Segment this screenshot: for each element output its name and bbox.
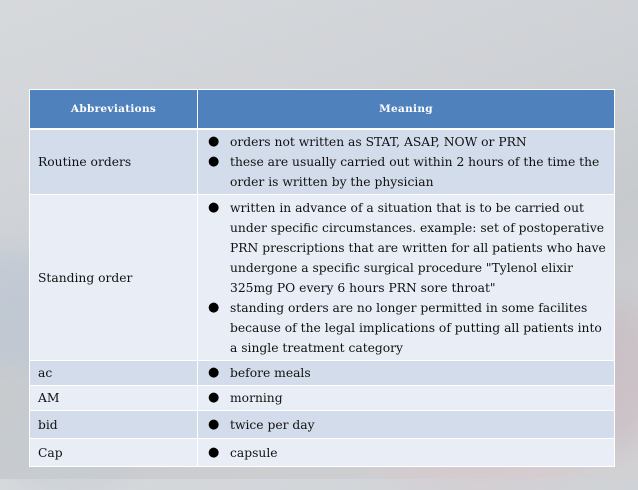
row-abbreviation: Standing order (30, 195, 198, 361)
row-abbreviation: bid (30, 411, 198, 439)
meaning-list (206, 132, 606, 192)
table-row (30, 411, 615, 439)
bullet-icon: ● (208, 390, 220, 405)
meaning-list (206, 198, 606, 358)
meaning-text: capsule (230, 445, 278, 460)
table-row (30, 129, 615, 195)
meaning-item (206, 152, 606, 192)
row-abbreviation: ac (30, 361, 198, 386)
meaning-list (206, 415, 606, 435)
meaning-text: standing orders are no longer permitted in some facilites because of the legal implications of putting all patients into a single treatment category (230, 300, 602, 355)
meaning-item (206, 298, 606, 358)
meaning-item (206, 198, 606, 298)
bullet-icon: ● (208, 299, 220, 315)
bullet-icon: ● (208, 444, 220, 460)
row-abbreviation: Routine orders (30, 129, 198, 195)
meaning-item (206, 132, 606, 152)
meaning-item (206, 443, 606, 463)
bullet-icon: ● (208, 154, 220, 169)
abbreviations-table (29, 89, 615, 467)
row-meaning (198, 411, 615, 439)
bullet-icon: ● (208, 365, 220, 380)
row-abbreviation: Cap (30, 439, 198, 467)
meaning-text: written in advance of a situation that is to be carried out under specific circumstances. example: set of postoperative PRN prescriptions that are written for all patients who have undergone a specific surgical procedure "Tylenol elixir 325mg PO every 6 hours PRN sore throat" (230, 200, 606, 295)
header-meaning: Meaning (198, 90, 615, 130)
meaning-text: morning (230, 391, 283, 405)
meaning-text: these are usually carried out within 2 hours of the time the order is written by the physician (230, 155, 600, 189)
table-row (30, 439, 615, 467)
header-abbreviations: Abbreviations (30, 90, 198, 130)
meaning-list (206, 443, 606, 463)
bullet-icon: ● (208, 199, 220, 215)
row-meaning (198, 129, 615, 195)
row-abbreviation: AM (30, 386, 198, 411)
meaning-text: twice per day (230, 417, 315, 432)
row-meaning (198, 361, 615, 386)
row-meaning (198, 439, 615, 467)
table-row (30, 386, 615, 411)
bullet-icon: ● (208, 416, 220, 432)
table-header-row (30, 90, 615, 130)
row-meaning (198, 386, 615, 411)
row-meaning (198, 195, 615, 361)
meaning-text: orders not written as STAT, ASAP, NOW or PRN (230, 135, 527, 149)
meaning-list (206, 363, 606, 383)
meaning-list (206, 388, 606, 408)
meaning-item (206, 363, 606, 383)
meaning-item (206, 415, 606, 435)
table-row (30, 361, 615, 386)
meaning-text: before meals (230, 366, 311, 380)
table-row (30, 195, 615, 361)
meaning-item (206, 388, 606, 408)
bullet-icon: ● (208, 134, 220, 149)
